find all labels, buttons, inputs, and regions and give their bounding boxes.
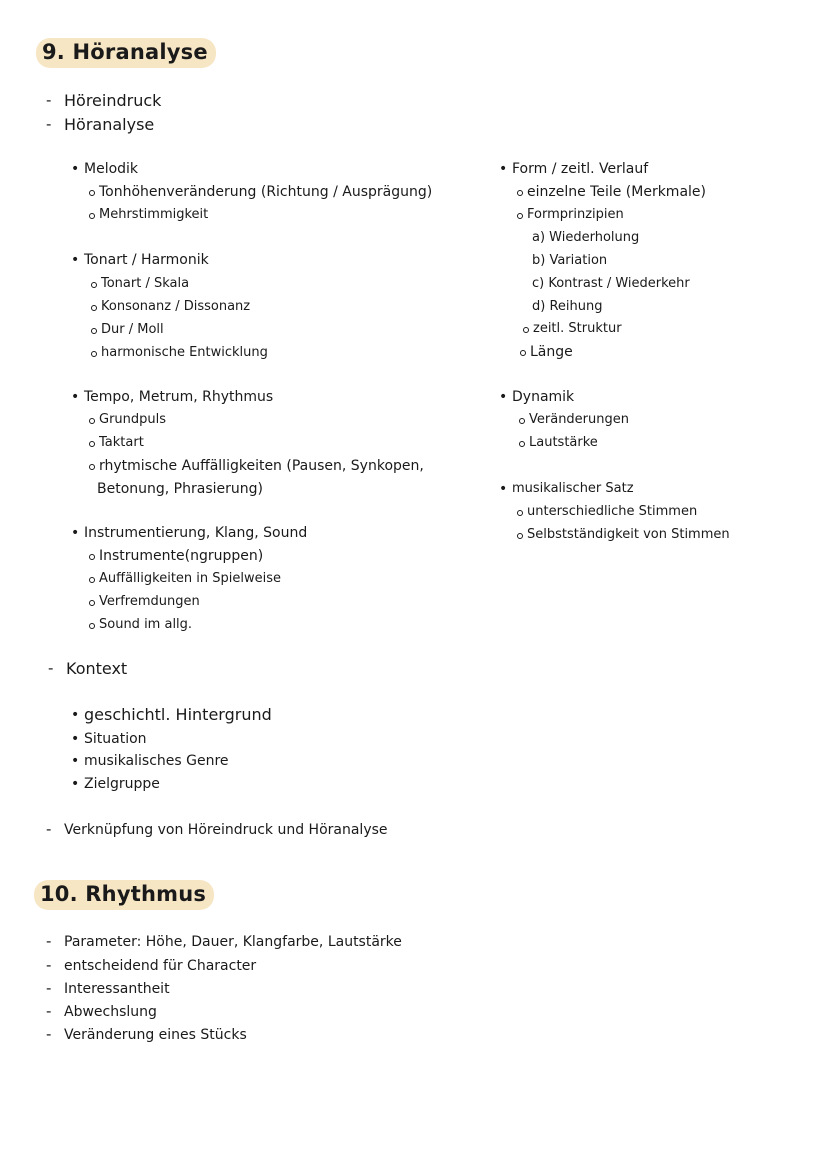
sub-verfremdungen: Verfremdungen [99,594,200,609]
sub-tonhoehe: Tonhöhenveränderung (Richtung / Ausprägung) [99,184,433,200]
sub-unterschiedliche-stimmen: unterschiedliche Stimmen [527,504,698,519]
rhythmus-item-interessantheit: - Interessantheit [64,980,170,998]
sub-tonart-skala: Tonart / Skala [101,276,190,291]
kontext-item-genre: • musikalisches Genre [84,752,229,770]
sub-dur-moll: Dur / Moll [101,322,164,337]
section-9-title: 9. Höranalyse [36,38,216,68]
bullet-form: • Form / zeitl. Verlauf [512,160,648,178]
sub-reihung: d) Reihung [532,299,603,314]
sub-instrumente: Instrumente(ngruppen) [99,548,264,564]
sub-konsonanz: Konsonanz / Dissonanz [101,299,251,314]
sub-harmonische-entwicklung: harmonische Entwicklung [101,345,268,360]
kontext-item-situation: • Situation [84,730,147,748]
kontext-item-hintergrund: • geschichtl. Hintergrund [84,706,272,724]
kontext-item-zielgruppe: • Zielgruppe [84,775,160,793]
sub-selbststaendigkeit: Selbstständigkeit von Stimmen [527,527,730,542]
sub-wiederholung: a) Wiederholung [532,230,640,245]
sub-rhythmische-auffaelligkeiten-cont: Betonung, Phrasierung) [97,481,263,497]
dash-item-verknuepfung: - Verknüpfung von Höreindruck und Höranalyse [64,821,388,839]
rhythmus-item-veraenderung: - Veränderung eines Stücks [64,1026,247,1044]
sub-zeitl-struktur: zeitl. Struktur [533,321,622,336]
sub-laenge: Länge [530,344,573,360]
bullet-instrumentierung: • Instrumentierung, Klang, Sound [84,524,307,542]
rhythmus-item-abwechslung: - Abwechslung [64,1003,157,1021]
sub-taktart: Taktart [99,435,144,450]
sub-rhythmische-auffaelligkeiten: rhytmische Auffälligkeiten (Pausen, Synkopen, [99,458,424,474]
sub-mehrstimmigkeit: Mehrstimmigkeit [99,207,209,222]
sub-veraenderungen: Veränderungen [529,412,629,427]
bullet-musikalischer-satz: • musikalischer Satz [512,480,634,498]
bullet-dynamik: • Dynamik [512,388,574,406]
sub-lautstaerke: Lautstärke [529,435,598,450]
bullet-tempo: • Tempo, Metrum, Rhythmus [84,388,273,406]
dash-item-hoeranalyse: - Höranalyse [64,116,154,134]
rhythmus-item-parameter: - Parameter: Höhe, Dauer, Klangfarbe, Lautstärke [64,933,402,951]
sub-variation: b) Variation [532,253,608,268]
sub-grundpuls: Grundpuls [99,412,167,427]
rhythmus-item-character: - entscheidend für Character [64,957,256,975]
sub-sound: Sound im allg. [99,617,193,632]
bullet-tonart: • Tonart / Harmonik [84,251,209,269]
dash-item-hoereindruck: - Höreindruck [64,92,161,110]
sub-kontrast: c) Kontrast / Wiederkehr [532,276,690,291]
dash-item-kontext: - Kontext [66,660,127,678]
sub-einzelne-teile: einzelne Teile (Merkmale) [527,184,706,200]
bullet-melodik: • Melodik [84,160,138,178]
sub-spielweise: Auffälligkeiten in Spielweise [99,571,282,586]
sub-formprinzipien: Formprinzipien [527,207,624,222]
section-10-title: 10. Rhythmus [34,880,214,910]
